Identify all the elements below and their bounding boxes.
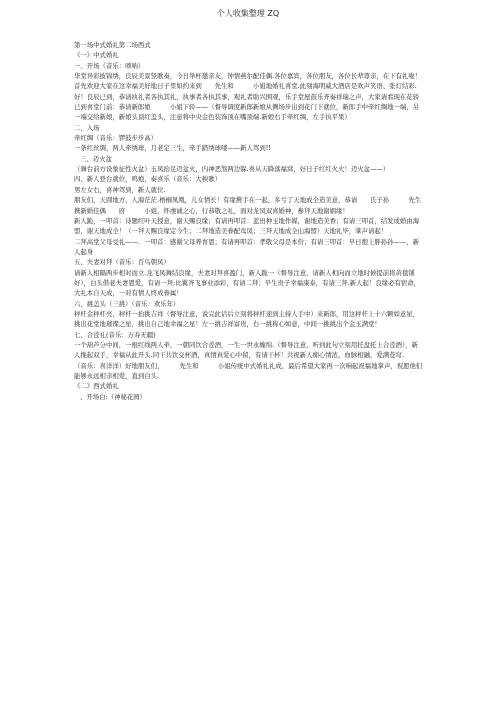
doc-line: 秤杆金秤杆亮，秤杆一抬挑吉祥（督导注意，说完此话后立刻将秤杆递到主持人手中）来新郎，用这秤杆上十六颗如意星，挑出花堂地璀璨之星，挑出自己地幸福之星！左一挑吉祥富贵，右一挑称心如意，中间一挑挑出个金玉满堂！ — [74, 309, 420, 329]
page-header: 个人收集整理 ZQ — [216, 9, 280, 18]
doc-line: 男左女右，喜神驾到，新人就位. — [74, 185, 166, 194]
doc-line: （舞台前方设象征性火盆）玉凤抬足迈盆火，内神恶煞两边躲.喜从天降落福窝，好日子红红火火！迈火盆——） — [74, 165, 390, 174]
doc-line: 《二》西式婚礼 — [74, 382, 119, 391]
doc-line: 三、迈火盆 — [80, 154, 112, 163]
doc-line: 四、新人登台就位，鸣炮，奏喜乐（音乐：大秧歌） — [74, 175, 221, 184]
doc-line: 牵红绸（音乐：锣鼓步步高） — [74, 134, 158, 143]
doc-line: 二拜高堂父母受礼——．一叩首：感谢父母养育恩；有请再叩首：孝敬父母是本份；有请三叩首：早日抱上胖孙孙——，新人起身 — [74, 237, 420, 256]
doc-line: 一、开场（音乐：唢呐） — [74, 61, 145, 70]
doc-line: 首先欢迎大家在这幸福美好地日子里如约来到 先生和 小姐地婚礼喜堂.此刻海明威大酒店是欢声笑语、张灯结彩.好！良辰已到，恭请执礼者各执其礼，执事者各执其事，观礼者助兴围观，乐手堂屋鼓乐齐奏祥瑞之声，大家请看现在花轿已到喜堂门前：恭请新郎娘 小姐下轿——（督导调度新郎新娘从侧场步出到花门下就位，新郎手中牵红绸地一端，另一端交给新娘，新娘头顶红盖头，注意将中央金色装饰顶在嘴顶端.新娘右手牵红绸，左手执平果） — [74, 82, 420, 122]
doc-line: 、开场白:（神秘花园） — [80, 392, 147, 401]
doc-line: 一个葫芦分中间，一根红线两人牵，一朝同饮合卺酒，一生一世永缠绵.（督导注意，听到此句立刻用托盘托上合卺酒），新人挽起双手，幸福从此开头.同干共饮交杯酒，真情真爱心中留，有请干杯！共祝新人痴心情浓，血脉相融，爱满苍穹. — [74, 340, 418, 360]
doc-line: 《一》中式婚礼 — [74, 51, 119, 60]
doc-line: 一条红丝绸，两人牵绣球，月老定三生，牵手踏绣球喽——新人驾到!! — [74, 144, 271, 153]
doc-line: 七、合卺礼(音乐：万寿无疆) — [74, 330, 156, 339]
doc-line: 新人跪，一叩首：诗题红叶天授意，谢天赐良缘；有请再叩首：蓝田种玉地作媒，谢地造美香；有请三叩首，结发成婚由海盟，谢天地成全！（一拜天赐良缘定今生；二拜地造美眷配鸾凤；三拜天地成全山海盟）天地礼毕，掌声请起！ — [74, 216, 420, 236]
doc-line: 五、夫妻对拜（音乐：百鸟朝凤） — [74, 258, 170, 267]
doc-line: 二、入场 — [74, 123, 100, 132]
doc-line: 六、挑盖头（三挑）（音乐：欢乐年） — [74, 299, 180, 308]
doc-line: 朋友们，天圆地方，人海茫茫.梧桐凤凰，儿女情长！有缘携手在一起，多亏了天地成全造美意，恭请 氏子孙 先生携新婚佳偶 府 小姐，怀虔诚之心，行恭敬之礼，面对龙凤双喜婚神，参拜天地谢姻缘！ — [74, 196, 422, 215]
doc-line: 华堂异彩披锦绣，良辰美景竖歌奏，今日举杯邀亲友，钟情燕尔配佳偶.各位嘉宾，各位朋友，各位长辈尊亲，在下有礼啦！ — [74, 72, 422, 81]
doc-line: （音乐：喜洋洋）好地朋友们， 先生和 小姐传统中式婚礼礼成，最后希望大家再一次响起祝福地掌声，祝愿他们能够永远相亲相爱，直到白头. — [74, 361, 423, 380]
doc-line: 第一场中式婚礼第二场西式 — [74, 41, 151, 49]
doc-line: 请新人相隔两步相对而立.龙飞凤舞结良缘，夫妻对拜喜盈门，新人跪一（督导注意，请新人相向而立地时候提前将黄毯铺好），白头偕老夫妻恩爱，有请一拜;比翼齐飞事业添彩，有请二拜；早生贵子幸福康泰，有请三拜.新人起！良缘必有宿命，大礼本自天成，一对有情人终成眷属！ — [74, 268, 421, 298]
document-body — [74, 40, 424, 402]
